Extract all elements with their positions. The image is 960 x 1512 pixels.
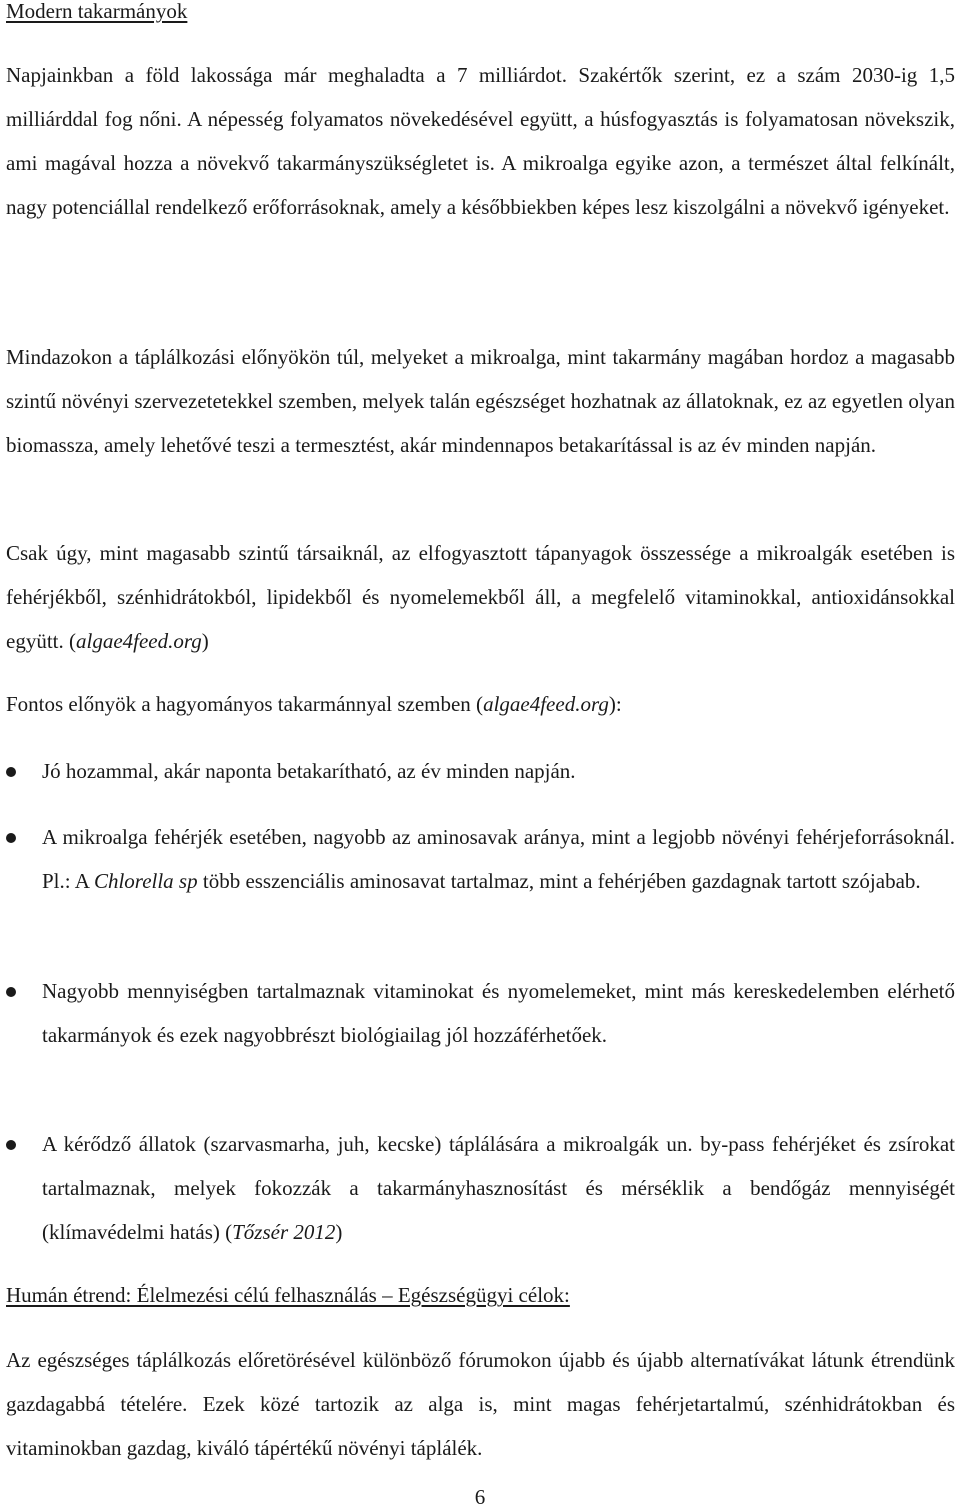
bullet-icon: [6, 767, 16, 777]
list-item-text-before: A kérődző állatok (szarvasmarha, juh, kecske) táplálására a mikroalgák un. by-pass fehérjéket és zsírokat tartalmaznak, melyek fokozzák a takarmányhasznosítást és mérséklik a bendőgáz mennyiségét (klímavédelmi hatás) (: [42, 1132, 955, 1244]
list-item-text-after: több esszenciális aminosavat tartalmaz, mint a fehérjében gazdagnak tartott szójabab.: [197, 869, 921, 893]
advantages-heading-close: ):: [608, 692, 622, 716]
advantages-heading: [6, 682, 955, 726]
paragraph-nutrient-composition: [6, 531, 955, 663]
citation: Tőzsér 2012: [232, 1220, 336, 1244]
heading-text: Humán étrend: Élelmezési célú felhasználás – Egészségügyi célok:: [6, 1283, 570, 1307]
section-heading-modern-feeds: [6, 0, 955, 33]
paragraph-human-diet: Az egészséges táplálkozás előretörésével különböző fórumokon újabb és újabb alternatívákat látunk étrendünk gazdagabbá tételére. Ezek közé tartozik az alga is, mint magas fehérjetartalmú, szénhidrátokban és vitaminokban gazdag, kiváló tápértékű növényi táplálék.: [6, 1348, 955, 1460]
paragraph-close: ): [201, 629, 209, 653]
bullet-icon: [6, 1140, 16, 1150]
source-reference: algae4feed.org: [75, 629, 202, 653]
list-item-text: [42, 815, 955, 903]
page-number: 6: [474, 1485, 486, 1509]
list-item-text: Jó hozammal, akár naponta betakarítható, az év minden napján.: [42, 759, 576, 783]
bullet-icon: [6, 987, 16, 997]
section-heading-human-diet: [6, 1273, 955, 1317]
list-item-text-before: A mikroalga fehérjék esetében, nagyobb az aminosavak aránya, mint a legjobb növényi fehérjeforrásoknál. Pl.: A: [42, 825, 955, 893]
bullet-icon: [6, 833, 16, 843]
list-item-text: Nagyobb mennyiségben tartalmaznak vitaminokat és nyomelemeket, mint más kereskedelemben elérhető takarmányok és ezek nagyobbrészt biológiailag jól hozzáférhetőek.: [42, 979, 955, 1047]
species-name: Chlorella sp: [93, 869, 198, 893]
paragraph-population: Napjainkban a föld lakossága már meghaladta a 7 milliárdot. Szakértők szerint, ez a szám 2030-ig 1,5 milliárddal fog nőni. A népesség folyamatos növekedésével együtt, a húsfogyasztás is folyamatosan növekszik, ami magával hozza a növekvő takarmányszükségletet is. A mikroalga egyike azon, a természet által felkínált, nagy potenciállal rendelkező erőforrásoknak, amely a későbbiekben képes lesz kiszolgálni a növekvő igényeket.: [6, 63, 955, 219]
heading-text: Modern takarmányok: [6, 0, 188, 23]
advantages-heading-text: Fontos előnyök a hagyományos takarmánnyal szemben (: [6, 692, 484, 716]
paragraph-text: Csak úgy, mint magasabb szintű társaiknál, az elfogyasztott tápanyagok összessége a mikroalgák esetében is fehérjékből, szénhidrátokból, lipidekből és nyomelemekből áll, a megfelelő vitaminokkal, antioxidánsokkal együtt. (: [6, 541, 955, 653]
list-item-text-after: ): [335, 1220, 343, 1244]
list-item-text: [42, 1122, 955, 1254]
paragraph-nutrition-benefits: Mindazokon a táplálkozási előnyökön túl, melyeket a mikroalga, mint takarmány magában hordoz a magasabb szintű növényi szervezetetekkel szemben, melyek talán egészséget hozhatnak az állatoknak, ez az egyetlen olyan biomassza, amely lehetővé teszi a termesztést, akár mindennapos betakarítással is az év minden napján.: [6, 345, 955, 457]
source-reference: algae4feed.org: [483, 692, 609, 716]
